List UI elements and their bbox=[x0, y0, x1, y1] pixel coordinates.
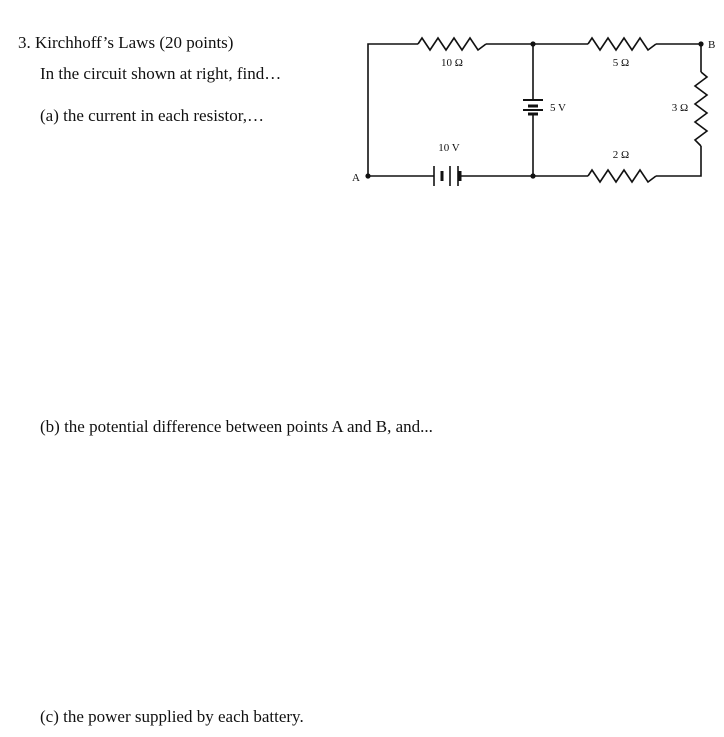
resistor-10-ohm bbox=[418, 38, 486, 50]
label-10-volt: 10 V bbox=[438, 142, 460, 154]
question-part-b: (b) the potential difference between points A and B, and... bbox=[40, 417, 433, 436]
resistor-5-ohm bbox=[588, 38, 656, 50]
junction-bottom-dot bbox=[530, 173, 535, 178]
label-2-ohm: 2 Ω bbox=[612, 149, 630, 161]
junction-top-dot bbox=[530, 41, 535, 46]
battery-10-volt bbox=[434, 166, 460, 186]
point-b-dot bbox=[698, 41, 703, 46]
wire-top-right bbox=[656, 44, 701, 72]
label-10-ohm: 10 Ω bbox=[441, 57, 463, 69]
label-3-ohm: 3 Ω bbox=[671, 102, 689, 114]
resistor-2-ohm bbox=[588, 170, 656, 182]
question-title: 3. Kirchhoff’s Laws (20 points) bbox=[18, 33, 234, 52]
label-point-b: B bbox=[708, 39, 716, 51]
question-intro: In the circuit shown at right, find… bbox=[40, 64, 282, 83]
question-part-c: (c) the power supplied by each battery. bbox=[40, 707, 304, 726]
wire-top-left bbox=[368, 44, 418, 176]
wire-right-lower bbox=[656, 146, 701, 176]
resistor-3-ohm bbox=[695, 72, 707, 146]
label-5-volt: 5 V bbox=[550, 102, 566, 114]
label-5-ohm: 5 Ω bbox=[612, 57, 630, 69]
point-a-dot bbox=[365, 173, 370, 178]
label-point-a: A bbox=[352, 172, 360, 184]
question-part-a: (a) the current in each resistor,… bbox=[40, 106, 264, 125]
battery-5-volt bbox=[523, 100, 543, 114]
